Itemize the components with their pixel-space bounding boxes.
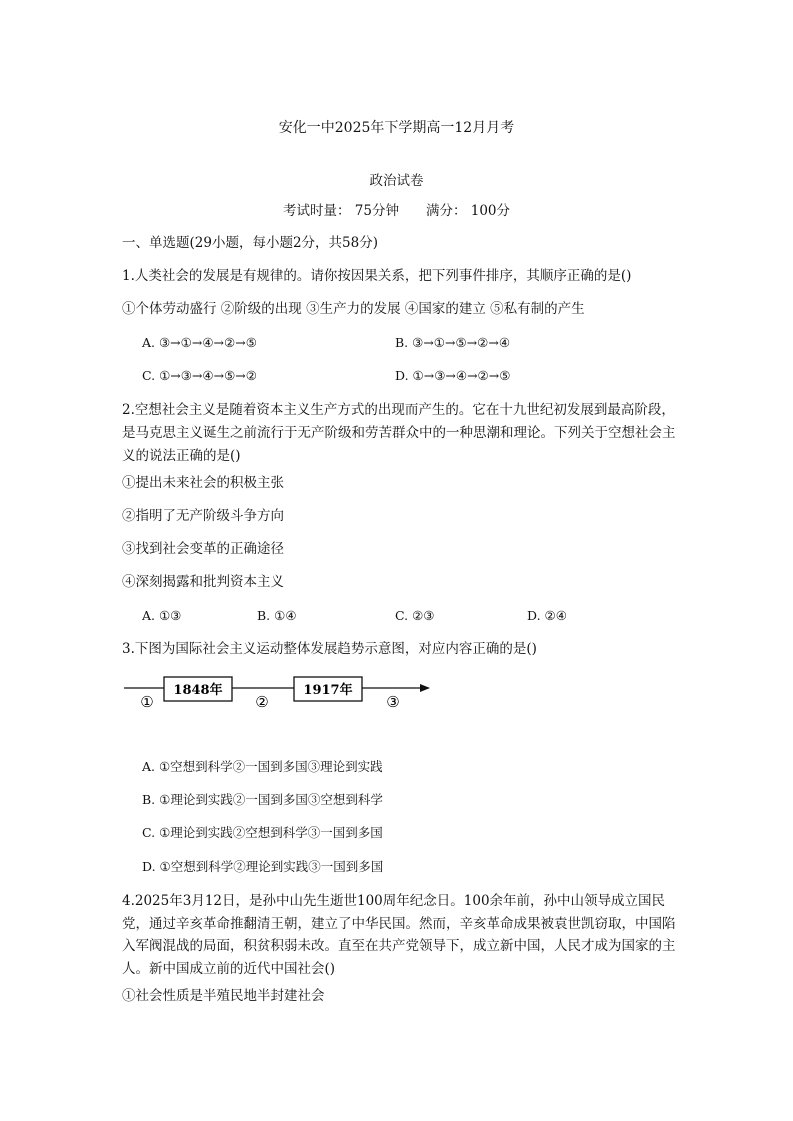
subject-title: 政治试卷: [369, 173, 424, 189]
timeline-marker-3: ③: [386, 693, 400, 711]
timeline-label-1917: 1917年: [303, 683, 353, 698]
timeline-diagram: [120, 672, 440, 716]
q4-stem: 4.2025年3月12日，是孙中山先生逝世100周年纪念日。100余年前，孙中山领导成立国民党，通过辛亥革命推翻清王朝，建立了中华民国。然而，辛亥革命成果被袁世凯窃取，中国陷入军阀混战的局面，积贫积弱未改。直至在共产党领导下，成立新中国，人民才成为国家的主人。新中国成立前的近代中国社会(): [122, 893, 676, 977]
exam-title: 安化一中2025年下学期高一12月月考: [278, 120, 515, 136]
q1-items: ①个体劳动盛行 ②阶级的出现 ③生产力的发展 ④国家的建立 ⑤私有制的产生: [122, 301, 585, 317]
timeline-marker-2: ②: [255, 693, 269, 711]
q3-option-b: B. ①理论到实践②一国到多国③空想到科学: [142, 792, 383, 807]
q3-option-a: A. ①空想到科学②一国到多国③理论到实践: [142, 759, 383, 774]
q1-option-d: D. ①→③→④→②→⑤: [395, 368, 511, 383]
q2-item-3: ③找到社会变革的正确途径: [122, 541, 284, 557]
q1-option-a: A. ③→①→④→②→⑤: [142, 335, 257, 350]
q3-option-c: C. ①理论到实践②空想到科学③一国到多国: [142, 825, 383, 840]
section-heading: 一、单选题(29小题，每小题2分，共58分): [122, 235, 378, 251]
q3-stem: 3.下图为国际社会主义运动整体发展趋势示意图，对应内容正确的是(): [122, 641, 537, 657]
q2-item-2: ②指明了无产阶级斗争方向: [122, 508, 284, 524]
q2-item-1: ①提出未来社会的积极主张: [122, 475, 284, 491]
exam-info: 考试时量： 75分钟 满分： 100分: [282, 203, 511, 219]
q2-option-a: A. ①③: [142, 608, 182, 623]
timeline-marker-1: ①: [140, 693, 154, 711]
q1-option-c: C. ①→③→④→⑤→②: [142, 368, 257, 383]
q2-option-d: D. ②④: [527, 608, 567, 623]
q2-option-c: C. ②③: [395, 608, 435, 623]
q4-item-1: ①社会性质是半殖民地半封建社会: [122, 988, 325, 1004]
q1-option-b: B. ③→①→⑤→②→④: [395, 335, 511, 350]
q2-item-4: ④深刻揭露和批判资本主义: [122, 574, 284, 590]
timeline-label-1848: 1848年: [173, 683, 223, 698]
timeline-arrowhead: [420, 684, 430, 692]
q2-stem: 2.空想社会主义是随着资本主义生产方式的出现而产生的。它在十九世纪初发展到最高阶段，是马克思主义诞生之前流行于无产阶级和劳苦群众中的一种思潮和理论。下列关于空想社会主义的说法正确的是(): [122, 402, 676, 464]
q3-option-d: D. ①空想到科学②理论到实践③一国到多国: [142, 859, 384, 874]
q1-stem: 1.人类社会的发展是有规律的。请你按因果关系，把下列事件排序，其顺序正确的是(): [122, 268, 632, 284]
q2-option-b: B. ①④: [257, 608, 297, 623]
